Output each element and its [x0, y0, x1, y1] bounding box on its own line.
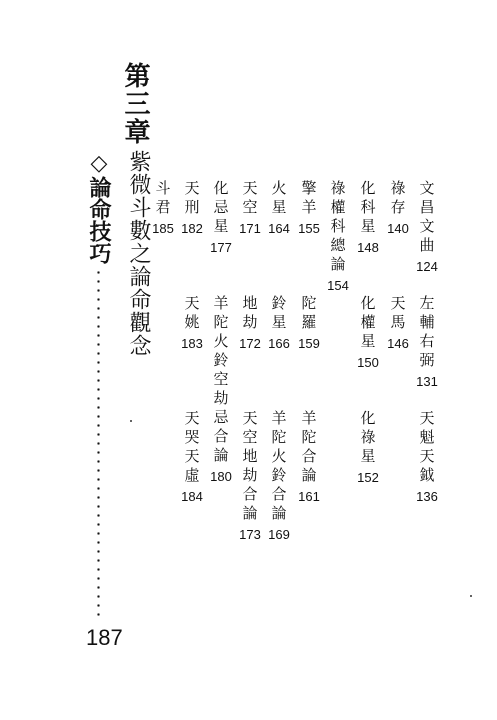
toc-entry-title: 擎羊: [299, 180, 318, 218]
toc-entry-title: 陀羅: [299, 295, 318, 333]
toc-entry-title: 羊陀火鈴合論: [269, 410, 288, 524]
section-heading: ◇論命技巧: [86, 150, 112, 264]
toc-entry-title: 斗君: [153, 180, 172, 218]
scan-speck: [130, 420, 132, 422]
toc-entry-title: 鈴星: [269, 295, 288, 333]
toc-entry: [177, 410, 207, 504]
toc-entry: [412, 180, 442, 274]
toc-entry-title: 天刑: [182, 180, 201, 218]
toc-entry: [235, 180, 265, 236]
toc-entry-page: 161: [298, 489, 320, 504]
toc-entry-title: 天空地劫合論: [240, 410, 259, 524]
toc-entry-title: 天空: [240, 180, 259, 218]
toc-entry-page: 183: [181, 336, 203, 351]
toc-entry-title: 火星: [269, 180, 288, 218]
toc-entry-title: 化科星: [358, 180, 377, 237]
toc-entry-page: 184: [181, 489, 203, 504]
toc-entry-page: 124: [416, 259, 438, 274]
toc-entry: [412, 295, 442, 389]
toc-entry-page: 177: [210, 240, 232, 255]
toc-entry-title: 化權星: [358, 295, 377, 352]
dot-leader: [97, 268, 100, 618]
toc-entry-page: 148: [357, 240, 379, 255]
toc-entry-page: 131: [416, 374, 438, 389]
toc-entry-title: 文昌文曲: [417, 180, 436, 256]
toc-entry-page: 140: [387, 221, 409, 236]
chapter-title: 紫微斗數之論命觀念: [126, 150, 151, 357]
toc-entry-page: 159: [298, 336, 320, 351]
toc-entry-page: 154: [327, 278, 349, 293]
toc-entry: [235, 410, 265, 542]
toc-entry: [353, 295, 383, 370]
toc-entry-title: 祿權科總論: [328, 180, 347, 275]
toc-entry-page: 136: [416, 489, 438, 504]
toc-entry-page: 172: [239, 336, 261, 351]
toc-entry-page: 169: [268, 527, 290, 542]
toc-entry-title: 天馬: [388, 295, 407, 333]
toc-entry: [177, 295, 207, 351]
toc-entry-page: 166: [268, 336, 290, 351]
toc-entry-title: 天姚: [182, 295, 201, 333]
page-number: 187: [86, 625, 123, 650]
toc-entry-title: 天魁天鉞: [417, 410, 436, 486]
toc-entry: [264, 180, 294, 236]
toc-entry-page: 152: [357, 470, 379, 485]
toc-entry: [294, 180, 324, 236]
toc-entry-page: 164: [268, 221, 290, 236]
toc-entry-page: 185: [152, 221, 174, 236]
toc-entry-title: 羊陀合論: [299, 410, 318, 486]
toc-entry-page: 155: [298, 221, 320, 236]
toc-entry-title: 化祿星: [358, 410, 377, 467]
toc-entry-page: 150: [357, 355, 379, 370]
toc-entry: [235, 295, 265, 351]
toc-entry-page: 180: [210, 469, 232, 484]
toc-entry: [383, 295, 413, 351]
toc-entry: [294, 410, 324, 504]
toc-entry: [294, 295, 324, 351]
toc-entry: [412, 410, 442, 504]
toc-entry: [353, 410, 383, 485]
toc-entry-page: 182: [181, 221, 203, 236]
toc-entry: [383, 180, 413, 236]
toc-entry: [323, 180, 353, 293]
toc-entry-page: 171: [239, 221, 261, 236]
toc-entry: [177, 180, 207, 236]
toc-entry-page: 173: [239, 527, 261, 542]
toc-entry-title: 左輔右弼: [417, 295, 436, 371]
toc-entry-page: 146: [387, 336, 409, 351]
toc-entry: [353, 180, 383, 255]
toc-entry: [264, 295, 294, 351]
scan-speck: [470, 595, 472, 597]
toc-entry: [206, 295, 236, 484]
toc-entry-title: 化忌星: [211, 180, 230, 237]
toc-entry-title: 天哭天虛: [182, 410, 201, 486]
toc-entry-title: 地劫: [240, 295, 259, 333]
toc-entry-title: 祿存: [388, 180, 407, 218]
chapter-heading: 第三章: [120, 62, 150, 146]
toc-entry: [206, 180, 236, 255]
toc-entry-title: 羊陀火鈴空劫忌合論: [211, 295, 230, 466]
toc-entry: [264, 410, 294, 542]
toc-entry: [148, 180, 178, 236]
